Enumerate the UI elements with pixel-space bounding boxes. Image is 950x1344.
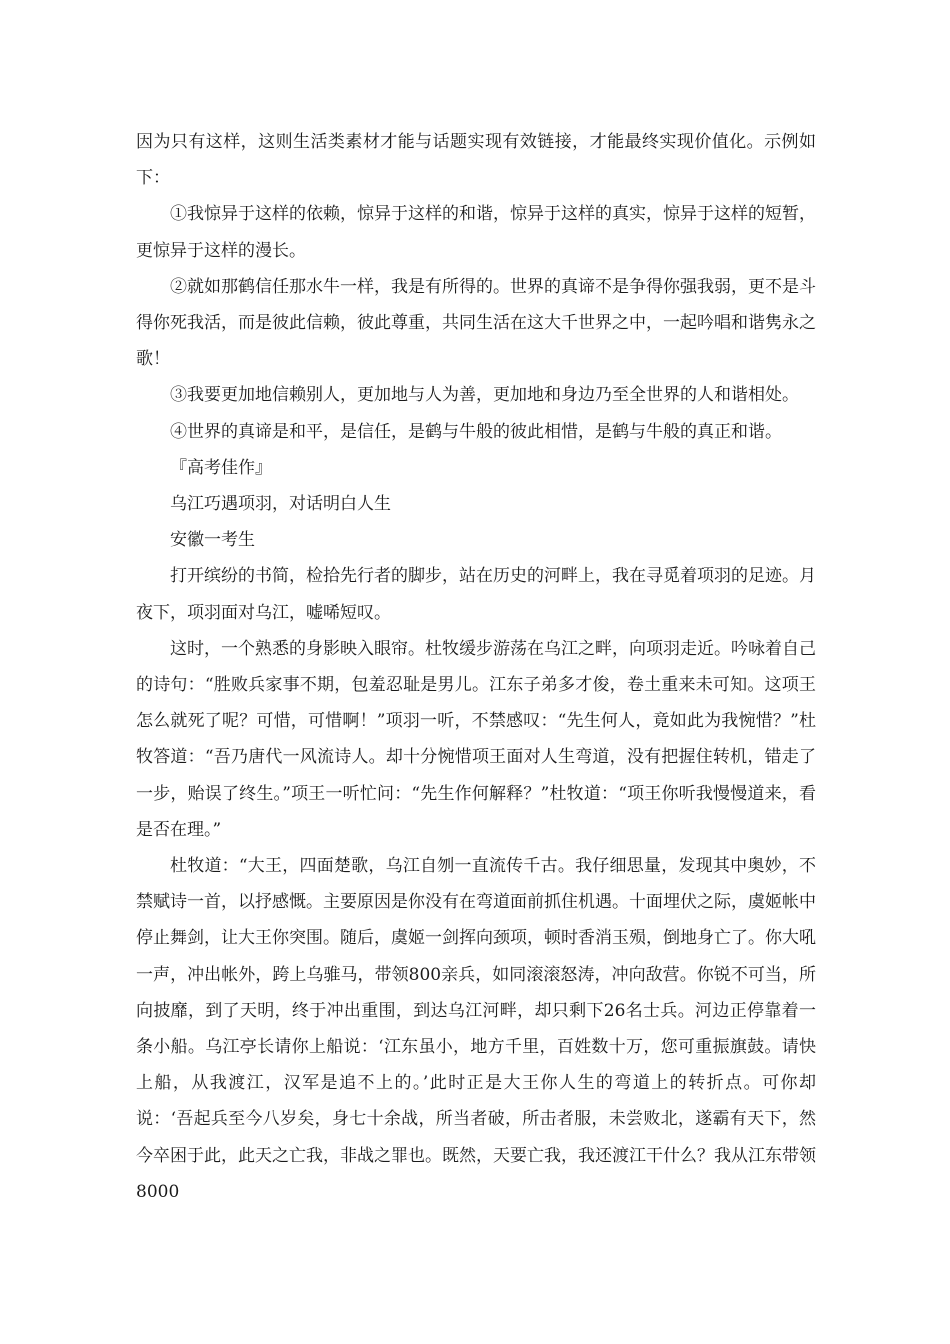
document-page — [136, 124, 816, 1210]
example-3: ③我要更加地信赖别人，更加地与人为善，更加地和身边乃至全世界的人和谐相处。 — [170, 385, 799, 406]
example-1: ①我惊异于这样的依赖，惊异于这样的和谐，惊异于这样的真实，惊异于这样的短暂，更惊异于这样的漫长。 — [136, 204, 816, 261]
section-heading: 『高考佳作』 — [170, 457, 272, 478]
paragraph-intro: 因为只有这样，这则生活类素材才能与话题实现有效链接，才能最终实现价值化。示例如下： — [136, 132, 816, 189]
example-4: ④世界的真谛是和平，是信任，是鹤与牛般的彼此相惜，是鹤与牛般的真正和谐。 — [170, 421, 782, 442]
essay-paragraph-2: 这时，一个熟悉的身影映入眼帘。杜牧缓步游荡在乌江之畔，向项羽走近。吟咏着自己的诗句：“胜败兵家事不期，包羞忍耻是男儿。江东子弟多才俊，卷土重来未可知。这项王怎么就死了呢？可惜，可惜啊！”项羽一听，不禁感叹：“先生何人，竟如此为我惋惜？”杜牧答道：“吾乃唐代一风流诗人。却十分惋惜项王面对人生弯道，没有把握住转机，错走了一步，贻误了终生。”项王一听忙问：“先生作何解释？”杜牧道：“项王你听我慢慢道来，看是否在理。” — [136, 638, 816, 840]
essay-paragraph-1: 打开缤纷的书简，检拾先行者的脚步，站在历史的河畔上，我在寻觅着项羽的足迹。月夜下，项羽面对乌江，嘘唏短叹。 — [136, 566, 816, 623]
essay-title: 乌江巧遇项羽，对话明白人生 — [170, 494, 391, 515]
essay-author: 安徽一考生 — [170, 530, 255, 551]
example-2: ②就如那鹤信任那水牛一样，我是有所得的。世界的真谛不是争得你强我弱，更不是斗得你死我活，而是彼此信赖，彼此尊重，共同生活在这大千世界之中，一起吟唱和谐隽永之歌！ — [136, 276, 816, 370]
essay-paragraph-3: 杜牧道：“大王，四面楚歌，乌江自刎一直流传千古。我仔细思量，发现其中奥妙，不禁赋诗一首，以抒感慨。主要原因是你没有在弯道面前抓住机遇。十面埋伏之际，虞姬帐中停止舞剑，让大王你突围。随后，虞姬一剑挥向颈项，顿时香消玉殒，倒地身亡了。你大吼一声，冲出帐外，跨上乌骓马，带领800亲兵，如同滚滚怒涛，冲向敌营。你锐不可当，所向披靡，到了天明，终于冲出重围，到达乌江河畔，却只剩下26名士兵。河边正停靠着一条小船。乌江亭长请你上船说：‘江东虽小，地方千里，百姓数十万，您可重振旗鼓。请快上船，从我渡江，汉军是追不上的。’此时正是大王你人生的弯道上的转折点。可你却说：‘吾起兵至今八岁矣，身七十余战，所当者破，所击者服，未尝败北，遂霸有天下，然今卒困于此，此天之亡我，非战之罪也。既然，天要亡我，我还渡江干什么？我从江东带领8000 — [136, 856, 816, 1202]
